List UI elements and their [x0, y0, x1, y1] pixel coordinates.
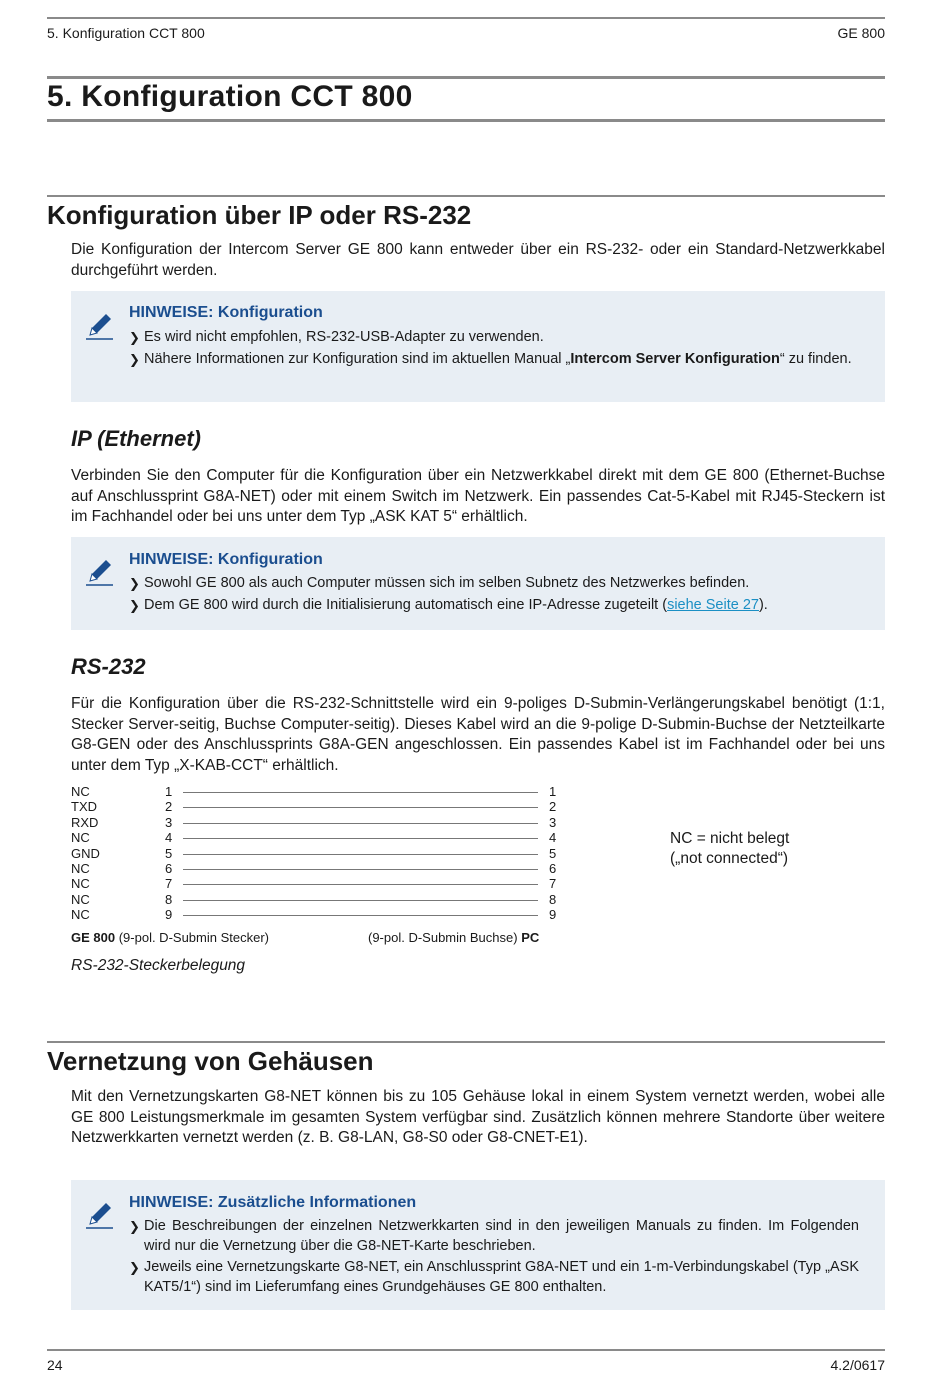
manual-name: Intercom Server Konfiguration: [570, 350, 780, 367]
page-link[interactable]: siehe Seite 27: [667, 596, 759, 613]
pin-signal: NC: [71, 876, 90, 892]
chevron-right-icon: ❯: [129, 1219, 140, 1234]
wire-line: [183, 869, 538, 870]
pin-number-left: 8: [165, 891, 173, 907]
subsection-title-rs232: RS-232: [71, 654, 146, 679]
list-item: ❯ Die Beschreibungen der einzelnen Netzwerkkarten sind in den jeweiligen Manuals zu finden. Im Folgenden wird nur die Vernetzung über die G8-NET-Karte beschrieben.: [129, 1218, 859, 1254]
pin-signal: TXD: [71, 799, 97, 815]
pin-row: [71, 784, 561, 799]
chapter-rule-top: [47, 76, 885, 79]
chevron-right-icon: ❯: [129, 576, 140, 591]
chapter-title: 5. Konfiguration CCT 800: [47, 80, 413, 113]
chevron-right-icon: ❯: [129, 351, 140, 367]
pencil-icon: [85, 1198, 115, 1232]
section-title-config: Konfiguration über IP oder RS-232: [47, 200, 472, 230]
section-rule: [47, 195, 885, 197]
section-rule: [47, 1041, 885, 1043]
pin-number-left: 5: [165, 845, 173, 861]
pin-row: [71, 815, 561, 830]
page-number: 24: [47, 1357, 63, 1373]
section-title-network: Vernetzung von Gehäusen: [47, 1046, 374, 1076]
pin-number-right: 7: [549, 876, 557, 892]
pin-number-right: 1: [549, 784, 557, 799]
subsection-title-ip: IP (Ethernet): [71, 426, 201, 451]
list-item: ❯ Dem GE 800 wird durch die Initialisierung automatisch eine IP-Adresse zugeteilt (siehe Seite 27).: [129, 596, 859, 616]
pin-signal: NC: [71, 891, 90, 907]
pin-number-left: 9: [165, 907, 173, 923]
pin-number-right: 6: [549, 860, 557, 876]
chapter-rule-bottom: [47, 119, 885, 122]
pin-signal: GND: [71, 845, 100, 861]
chevron-right-icon: ❯: [129, 597, 140, 613]
pencil-icon: [85, 555, 115, 589]
list-item: ❯ Es wird nicht empfohlen, RS-232-USB-Adapter zu verwenden.: [129, 328, 859, 348]
chevron-right-icon: ❯: [129, 1260, 140, 1275]
pin-number-left: 2: [165, 799, 173, 815]
note-box-network: [71, 1180, 885, 1310]
pin-number-right: 9: [549, 907, 557, 923]
note-title: HINWEISE: Zusätzliche Informationen: [129, 1194, 417, 1211]
wire-line: [183, 792, 538, 793]
figure-caption: RS-232-Steckerbelegung: [71, 957, 246, 974]
wire-line: [183, 807, 538, 808]
list-item: ❯ Jeweils eine Vernetzungskarte G8-NET, ein Anschlussprint G8A-NET und ein 1-m-Verbindungskabel (Typ „ASK KAT5/1“) sind im Lieferumfang eines Grundgehäuses GE 800 enthalten.: [129, 1259, 859, 1295]
pin-assignment-diagram: [71, 784, 561, 923]
pin-signal: NC: [71, 784, 90, 799]
connector-right-label: (9-pol. D-Submin Buchse) PC: [368, 930, 540, 945]
note-list: [129, 328, 859, 371]
note-list: [129, 1217, 859, 1299]
pin-row: [71, 892, 561, 907]
note-box-config: [71, 291, 885, 402]
footer-rule: [47, 1349, 885, 1351]
running-header-left: 5. Konfiguration CCT 800: [47, 25, 205, 41]
pin-number-right: 2: [549, 799, 557, 815]
wire-line: [183, 884, 538, 885]
pin-row: [71, 799, 561, 814]
rs232-text: Für die Konfiguration über die RS-232-Schnittstelle wird ein 9-poliges D-Submin-Verlängerungskabel benötigt (1:1, Stecker Server-seitig, Buchse Computer-seitig). Dieses Kabel wird an die 9-polige D-Submin-Buchse der Netzteilkarte G8-GEN oder des Anschlussprints G8A-GEN angeschlossen. Ein passendes Kabel ist im Fachhandel oder bei uns unter dem Typ „X-KAB-CCT“ erhältlich.: [71, 695, 885, 774]
wire-line: [183, 823, 538, 824]
top-rule: [47, 17, 885, 19]
pin-number-left: 1: [165, 784, 173, 799]
running-header-right: GE 800: [837, 25, 885, 41]
pin-row: [71, 876, 561, 891]
pin-signal: NC: [71, 860, 90, 876]
pin-row: [71, 830, 561, 845]
config-intro: Die Konfiguration der Intercom Server GE 800 kann entweder über ein RS-232- oder ein Standard-Netzwerkkabel durchgeführt werden.: [71, 241, 885, 279]
wire-line: [183, 838, 538, 839]
document-version: 4.2/0617: [830, 1357, 885, 1373]
pin-signal: RXD: [71, 814, 99, 830]
pin-signal: NC: [71, 830, 90, 846]
nc-legend: NC = nicht belegt („not connected“): [670, 830, 790, 867]
pencil-icon: [85, 309, 115, 343]
ip-text: Verbinden Sie den Computer für die Konfiguration über ein Netzwerkkabel direkt mit dem GE 800 (Ethernet-Buchse auf Anschlussprint G8A-NET) oder mit einem Switch im Netzwerk. Ein passendes Cat-5-Kabel mit RJ45-Steckern ist im Fachhandel oder bei uns unter dem Typ „ASK KAT 5“ erhältlich.: [71, 467, 885, 525]
pin-number-right: 8: [549, 891, 557, 907]
note-title: HINWEISE: Konfiguration: [129, 304, 323, 321]
chevron-right-icon: ❯: [129, 330, 140, 345]
pin-number-left: 6: [165, 860, 173, 876]
list-item: ❯ Sowohl GE 800 als auch Computer müssen sich im selben Subnetz des Netzwerkes befinden.: [129, 574, 859, 594]
list-item: ❯ Nähere Informationen zur Konfiguration sind im aktuellen Manual „Intercom Server Konfiguration“ zu finden.: [129, 350, 859, 370]
wire-line: [183, 900, 538, 901]
wire-line: [183, 854, 538, 855]
pin-number-right: 5: [549, 845, 557, 861]
pin-row: [71, 846, 561, 861]
pin-signal: NC: [71, 907, 90, 923]
pin-number-right: 3: [549, 814, 557, 830]
pin-number-right: 4: [549, 830, 557, 846]
note-box-ip: [71, 537, 885, 630]
pin-row: [71, 861, 561, 876]
network-text: Mit den Vernetzungskarten G8-NET können bis zu 105 Gehäuse lokal in einem System vernetzt werden, wobei alle GE 800 Leistungsmerkmale im gesamten System verfügbar sind. Zusätzlich können mehrere Standorte über weitere Netzwerkkarten vernetzt werden (z. B. G8-LAN, G8-S0 oder G8-CNET-E1).: [71, 1088, 885, 1146]
note-title: HINWEISE: Konfiguration: [129, 551, 323, 568]
pin-row: [71, 907, 561, 922]
pin-number-left: 3: [165, 814, 173, 830]
pin-number-left: 7: [165, 876, 173, 892]
connector-left-label: GE 800 (9-pol. D-Submin Stecker): [71, 930, 269, 945]
pin-number-left: 4: [165, 830, 173, 846]
wire-line: [183, 915, 538, 916]
note-list: [129, 574, 859, 617]
